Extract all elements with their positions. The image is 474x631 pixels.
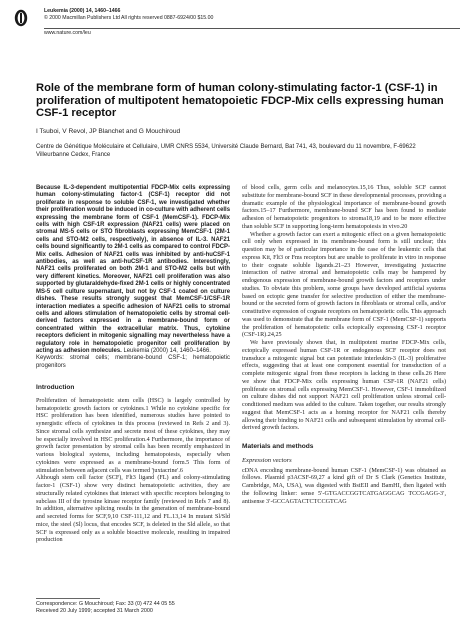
- article-title: Role of the membrane form of human colony-stimulating factor-1 (CSF-1) in proliferation of multipotent hematopoietic FDCP-Mix cells expressing human CSF-1 receptor: [36, 82, 444, 120]
- journal-header: [14, 8, 460, 34]
- keywords-label: Keywords:: [36, 355, 64, 362]
- right-paragraph-3: We have previously shown that, in multipotent murine FDCP-Mix cells, ectopically expressed human CSF-1R or endogenous SCF receptor does not transduce a mitogenic signal but can potentiate interleukin-3 (IL-3) proliferative effects, suggesting that at least one component essential for transduction of a complete mitogenic signal from these receptors is lacking in these cells.26 Here we show that FDCP-Mix cells expressing human CSF-1R (NAF21 cells) proliferate on stromal cells expressing MemCSF-1. However, CSF-1 immobilized on culture dishes did not support NAF21 cell proliferation unless stromal cell-conditioned medium was added to the culture. Taken together, our results strongly suggest that MemCSF-1 acts as a homing receptor for NAF21 cells thereby allowing their binding to NAF21 cells and subsequent stimulation by stromal cell-derived growth factors.: [242, 340, 446, 432]
- abstract-citation: Leukemia (2000) 14, 1460–1466.: [123, 347, 211, 354]
- journal-citation-line: Leukemia (2000) 14, 1460–1466: [44, 8, 121, 14]
- introduction-heading: Introduction: [36, 384, 75, 392]
- abstract: [36, 185, 230, 355]
- abstract-text: Because IL-3-dependent multipotential FDCP-Mix cells expressing human colony-stimulating factor-1 (CSF-1) receptor did not proliferate in response to soluble CSF-1, we investigated whether their proliferation would be induced in co-culture with adherent cells expressing the membrane form of CSF-1 (MemCSF-1). FDCP-Mix cells with high CSF-1R expression (NAF21 cells) were placed on stromal MS-5 cells or STO fibroblasts expressing MemCSF-1 (2M-1 cells and STO-M2 cells, respectively), in absence of IL-3. NAF21 cells bound significantly to 2M-1 cells as compared to control FDCP-Mix cells. Adhesion of NAF21 cells was inhibited by anti-huCSF-1 antibodies, as well as anti-huCSF-1R antibodies. Interestingly, NAF21 cells proliferated on both 2M-1 and STO-M2 cells but with very different kinetics. Moreover, NAF21 cell proliferation was also supported by glutaraldehyde-fixed 2M-1 cells or highly concentrated MS-5 cell culture supernatant, but not by CSF-1 coated on culture dishes. These results strongly suggest that MemCSF-1/CSF-1R interaction mediates a specific adhesion of NAF21 cells to stromal cells and allows stimulation of hematopoietic cells by stromal cell-derived factors expressed in a membrane-bound form or concentrated within the extracellular matrix. Thus, cytokine receptors deficient in mitogenic signalling may nevertheless have a regulatory role in hematopoietic progenitor cell proliferation by acting as adhesion molecules.: [36, 185, 230, 354]
- keywords-text: stromal cells; membrane-bound CSF-1; hematopoietic progenitors: [36, 355, 230, 369]
- introduction-body: [36, 398, 230, 545]
- journal-logo-icon: [14, 9, 28, 27]
- right-paragraph-1: of blood cells, germ cells and melanocytes.15,16 Thus, soluble SCF cannot substitute for membrane-bound SCF in these developmental processes, providing a dramatic example of the physiological importance of membrane-bound growth factors.15–17 Furthermore, membrane-bound SCF has been found to mediate adhesion of hematopoietic progenitors to stroma18,19 and to be more effective than soluble SCF in supporting long-term hematopoiesis in vivo.20: [242, 185, 446, 230]
- article-authors: I Tsuboi, V Revol, JP Blanchet and G Mouchiroud: [36, 128, 181, 135]
- journal-info: [44, 8, 213, 21]
- correspondence-line: Correspondence: G Mouchiroud; Fax: 33 (0) 472 44 05 55: [36, 601, 175, 607]
- footnote-rule: [36, 598, 100, 599]
- vectors-heading: Expression vectors: [242, 456, 292, 464]
- introduction-paragraph-2: Although stem cell factor (SCF), Flt3 ligand (FL) and colony-stimulating factor-1 (CSF-1) show very distinct hematopoietic activities, they are structurally related cytokines that interact with specific receptors belonging to subclass III of the tyrosine kinase receptor family (reviewed in Refs 7 and 8). In addition, alternative splicing results in the generation of membrane-bound and secreted forms for SCF,9,10 CSF-111,12 and FL.13,14 In mutant Sl/Sld mice, the steel (Sl) locus, that encodes SCF, is deleted in the Sld allele, so that SCF is expressed only as a soluble bioactive molecule, resulting in impaired production: [36, 475, 230, 544]
- copyright-line: © 2000 Macmillan Publishers Ltd All rights reserved 0887-6924/00 $15.00: [44, 14, 214, 21]
- right-column: [242, 185, 446, 506]
- right-paragraph-2: Whether a growth factor can exert a mitogenic effect on a given hematopoietic cell only when expressed in its membrane-bound form is still unclear; this question may be of particular importance in the case of the leukemic cells that express Kit, Flt3 or Fms receptors but are unable to proliferate in vitro in response to their cognate soluble ligands.21–23 However, investigating juxtacrine interaction of native stromal and hematopoietic cells may be hampered by endogenous expression of membrane-bound growth factors and receptors under studies. To obviate this problem, some groups have developed artificial systems based on ectopic gene transfer for selective production of either the membrane-bound or the secreted form of growth factors in fibroblasts or stromal cells, and/or constitutive expression of cognate receptors on hematopoietic cells. This approach was used to demonstrate that the membrane form of CSF-1 (MemCSF-1) supports the proliferation of hematopoietic cells ectopically expressing CSF-1 receptor (CSF-1R).24,25: [242, 231, 446, 339]
- received-line: Received 20 July 1999; accepted 31 March 2000: [36, 607, 153, 614]
- methods-heading: Materials and methods: [242, 443, 314, 450]
- right-paragraph-4: cDNA encoding membrane-bound human CSF-1 (MemCSF-1) was obtained as follows. Plasmid p3ACSF-69,27 a kind gift of Dr S Clark (Genetics Institute, Cambridge, MA, USA), was digested with BstEII and BamHI, then ligated with the following linker: sense 5′-GTGACCGGTCATGAGGCAG TCCGAGG-3′, antisense 3′-GCCAGTACTCTCCGTCAG: [242, 467, 446, 505]
- keywords: [36, 355, 230, 370]
- author-affiliation: Centre de Génétique Moléculaire et Cellulaire, UMR CNRS 5534, Université Claude Bernard, Bat 741, 43, boulevard du 11 novembre, F-69622 Villeurbanne Cedex, France: [36, 144, 416, 158]
- header-rule: [44, 28, 460, 29]
- correspondence-footnote: [36, 601, 230, 615]
- introduction-paragraph-1: Proliferation of hematopoietic stem cells (HSC) is largely controlled by hematopoietic growth factors or cytokines.1 While no cytokine specific for HSC proliferation has been identified, numerous studies have pointed to synergistic effects of cytokines in this process (reviewed in Refs 2 and 3). Since stromal cells synthesize and secrete most of these cytokines, they may be especially involved in HSC proliferation.4 Furthermore, the importance of growth factor presentation by stromal cells has been recently emphasized in various biological systems, including hematopoiesis, especially when cytokines were expressed as a membrane-bound form.5 This form of stimulation between adjacent cells was termed 'juxtacrine'.6: [36, 397, 230, 474]
- left-column: [36, 185, 230, 545]
- journal-url[interactable]: www.nature.com/leu: [44, 30, 91, 36]
